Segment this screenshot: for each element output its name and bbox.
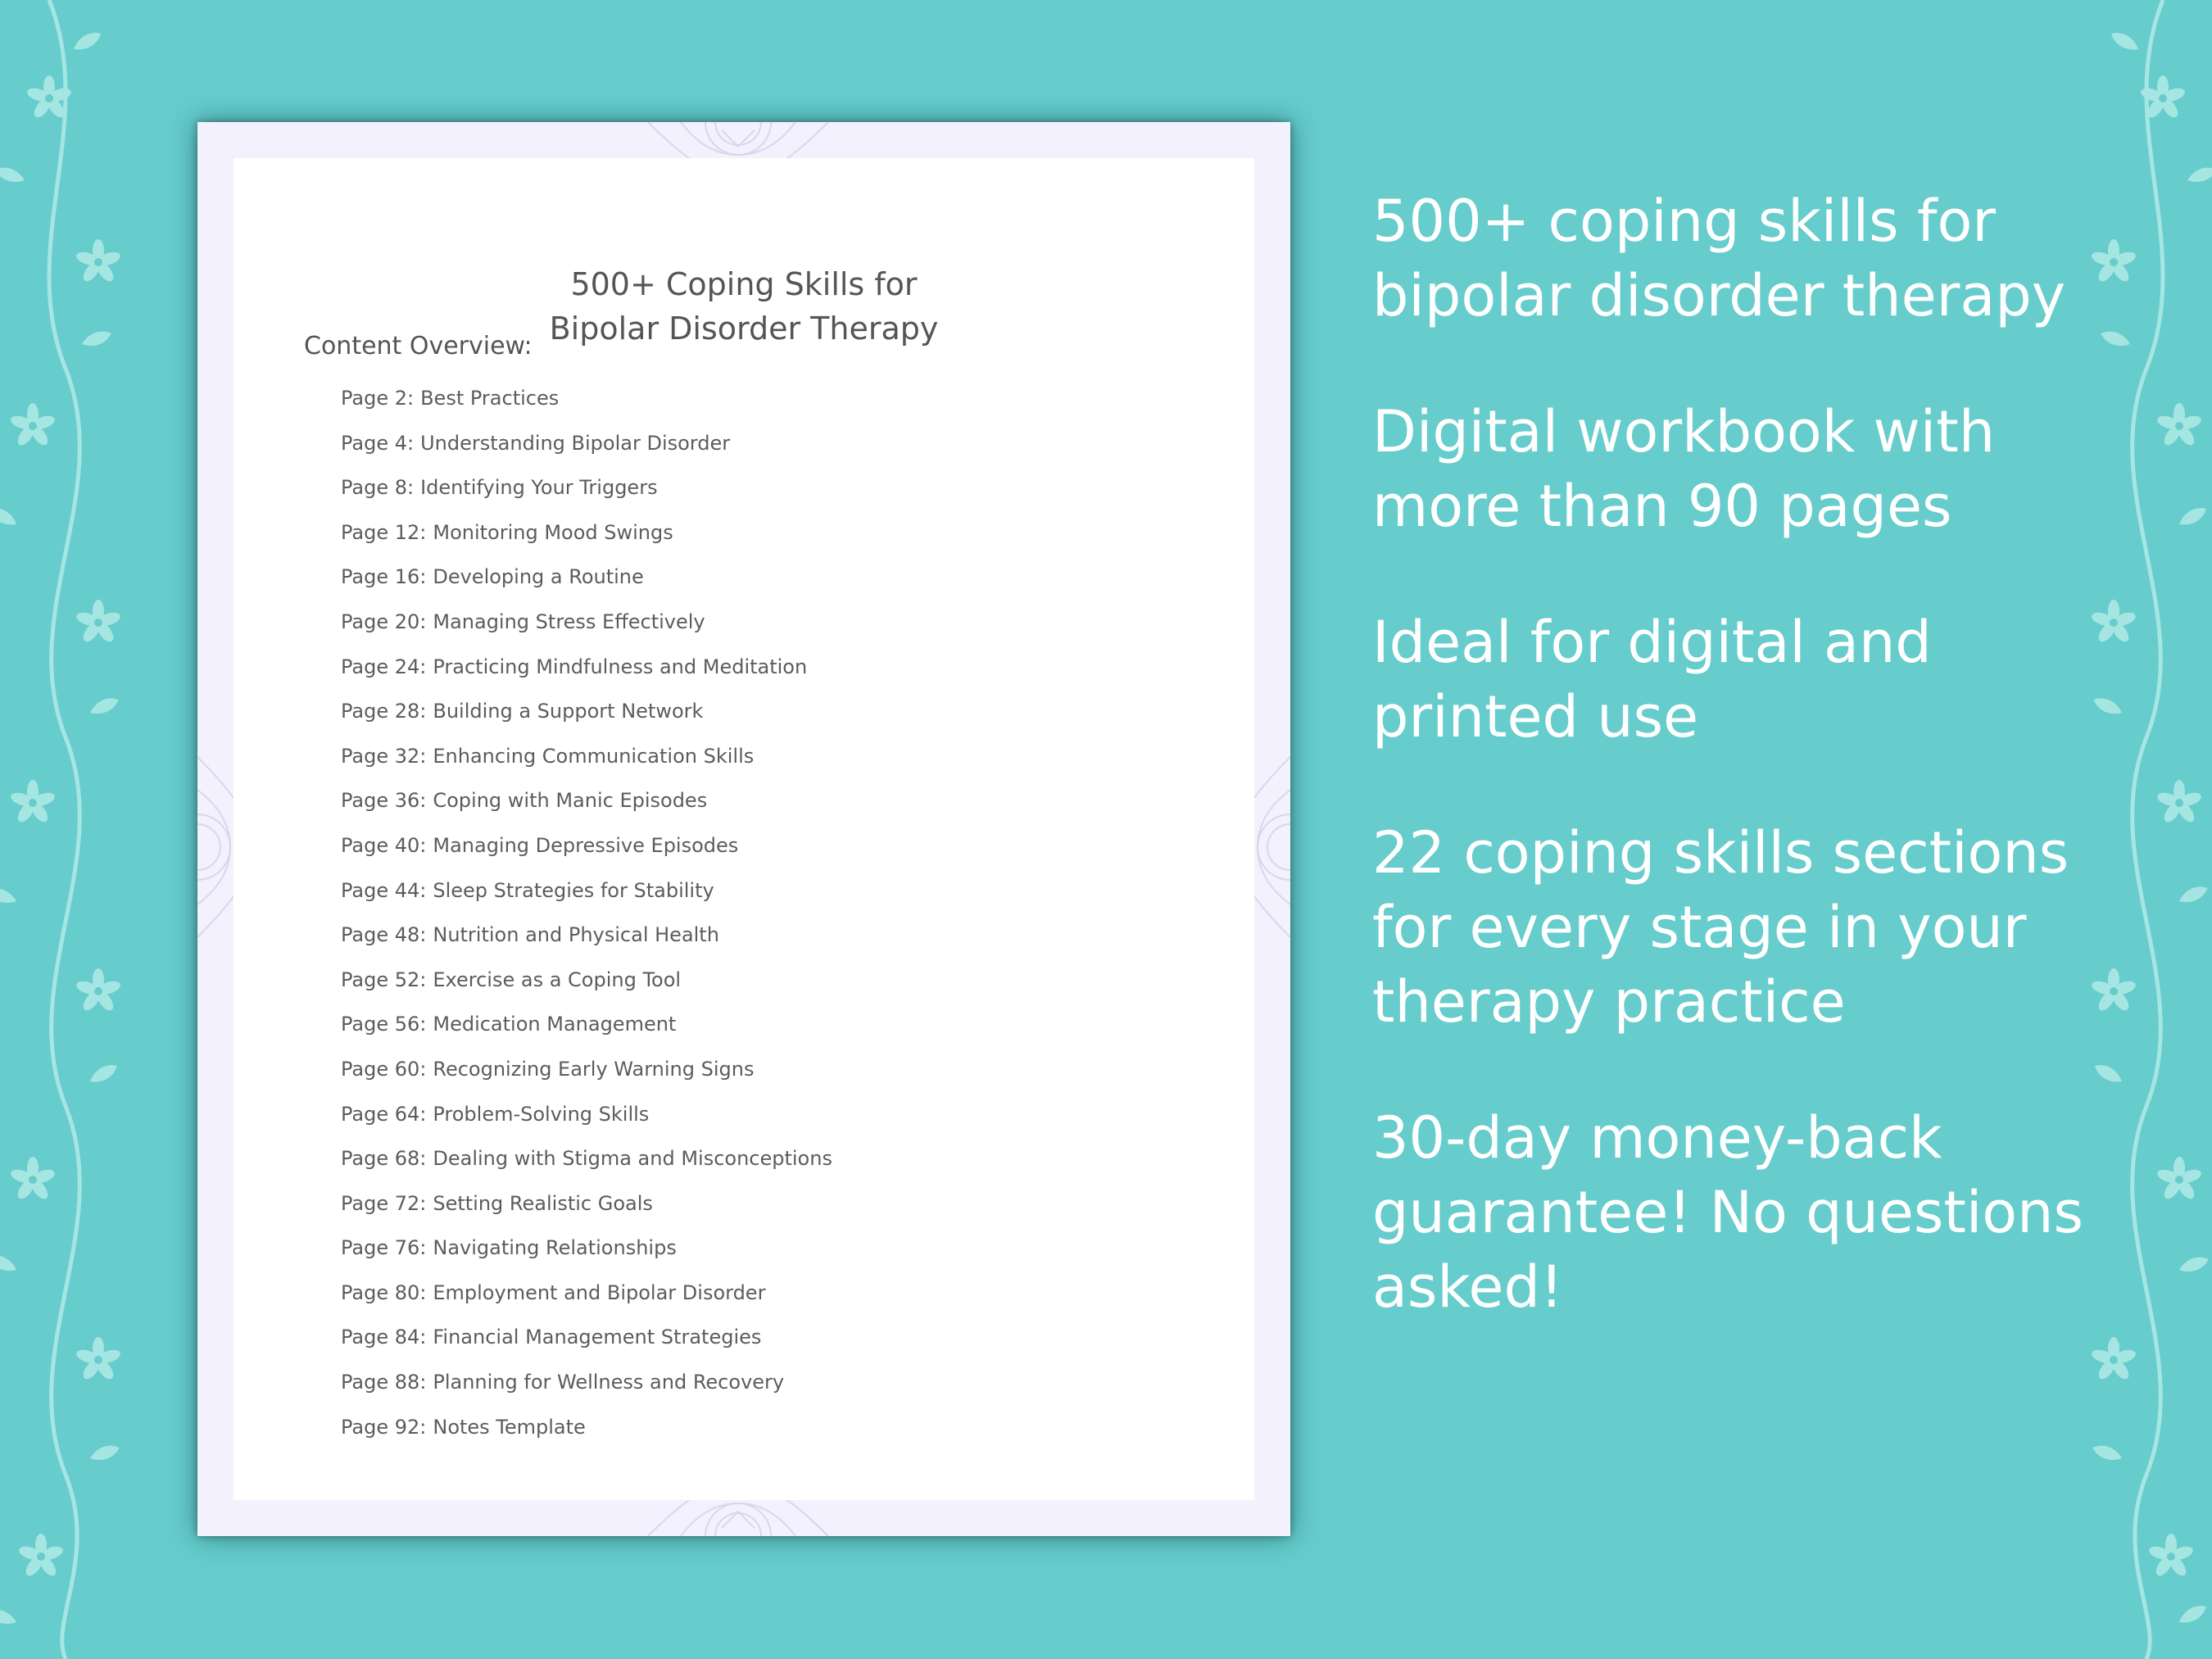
toc-item	[341, 922, 832, 967]
toc-item	[341, 1324, 832, 1369]
toc-page-number: Page 68:	[341, 1147, 427, 1171]
toc-section-title: Nutrition and Physical Health	[433, 923, 719, 947]
mandala-right-icon	[1254, 712, 1290, 982]
toc-item	[341, 877, 832, 922]
toc-page-number: Page 40:	[341, 833, 427, 857]
toc-item	[341, 743, 832, 788]
toc-section-title: Exercise as a Coping Tool	[433, 968, 682, 991]
toc-page-number: Page 8:	[341, 476, 415, 500]
toc-section-title: Enhancing Communication Skills	[433, 744, 755, 768]
toc-page-number: Page 36:	[341, 789, 427, 813]
table-of-contents	[341, 385, 832, 1458]
toc-item	[341, 1235, 832, 1280]
toc-page-number: Page 32:	[341, 744, 427, 768]
toc-item	[341, 1101, 832, 1146]
feature-text: Digital workbook with more than 90 pages	[1372, 398, 1996, 540]
toc-item	[341, 967, 832, 1012]
toc-page-number: Page 4:	[341, 431, 415, 455]
document-title-line-2: Bipolar Disorder Therapy	[549, 310, 939, 347]
toc-item	[341, 1056, 832, 1101]
toc-page-number: Page 80:	[341, 1281, 427, 1304]
toc-item	[341, 832, 832, 877]
content-overview-label: Content Overview:	[304, 332, 533, 360]
toc-item	[341, 474, 832, 519]
feature-text: 22 coping skills sections for every stage in your therapy practice	[1372, 819, 2069, 1036]
toc-section-title: Managing Depressive Episodes	[433, 833, 739, 857]
toc-section-title: Understanding Bipolar Disorder	[420, 431, 731, 455]
toc-section-title: Notes Template	[433, 1415, 586, 1439]
feature-text: Ideal for digital and printed use	[1372, 609, 1932, 750]
toc-section-title: Identifying Your Triggers	[420, 476, 658, 500]
toc-section-title: Sleep Strategies for Stability	[433, 878, 714, 902]
toc-section-title: Best Practices	[420, 387, 560, 410]
toc-section-title: Financial Management Strategies	[433, 1326, 762, 1349]
toc-page-number: Page 56:	[341, 1013, 427, 1036]
toc-section-title: Problem-Solving Skills	[433, 1102, 650, 1126]
toc-page-number: Page 28:	[341, 700, 427, 723]
mandala-bottom-icon	[582, 1500, 894, 1536]
toc-page-number: Page 48:	[341, 923, 427, 947]
toc-item	[341, 1369, 832, 1414]
feature-text: 500+ coping skills for bipolar disorder therapy	[1372, 188, 2066, 329]
toc-section-title: Monitoring Mood Swings	[433, 520, 673, 544]
document-page-content	[233, 158, 1254, 1500]
toc-section-title: Building a Support Network	[433, 700, 704, 723]
toc-page-number: Page 76:	[341, 1236, 427, 1260]
toc-section-title: Coping with Manic Episodes	[433, 789, 708, 813]
toc-section-title: Practicing Mindfulness and Meditation	[433, 655, 808, 678]
toc-page-number: Page 84:	[341, 1326, 427, 1349]
toc-section-title: Navigating Relationships	[433, 1236, 677, 1260]
toc-item	[341, 609, 832, 654]
toc-page-number: Page 12:	[341, 520, 427, 544]
feature-text: 30-day money-back guarantee! No questions asked!	[1372, 1104, 2083, 1321]
toc-section-title: Managing Stress Effectively	[433, 610, 705, 633]
toc-page-number: Page 88:	[341, 1371, 427, 1394]
toc-page-number: Page 72:	[341, 1191, 427, 1215]
toc-item	[341, 698, 832, 743]
toc-item	[341, 787, 832, 832]
toc-item	[341, 519, 832, 564]
toc-item	[341, 385, 832, 430]
toc-page-number: Page 44:	[341, 878, 427, 902]
toc-page-number: Page 52:	[341, 968, 427, 991]
feature-list	[1372, 184, 2093, 1386]
toc-item	[341, 654, 832, 699]
toc-section-title: Developing a Routine	[433, 565, 644, 589]
toc-item	[341, 1414, 832, 1459]
floral-vine-left-icon	[0, 0, 156, 1659]
toc-section-title: Planning for Wellness and Recovery	[433, 1371, 785, 1394]
document-page-preview	[197, 122, 1290, 1536]
toc-section-title: Medication Management	[433, 1013, 677, 1036]
toc-page-number: Page 24:	[341, 655, 427, 678]
toc-item	[341, 1145, 832, 1190]
toc-section-title: Recognizing Early Warning Signs	[433, 1057, 755, 1081]
toc-item	[341, 1190, 832, 1235]
toc-page-number: Page 92:	[341, 1415, 427, 1439]
toc-section-title: Setting Realistic Goals	[433, 1191, 653, 1215]
toc-item	[341, 1280, 832, 1325]
toc-item	[341, 564, 832, 609]
toc-section-title: Employment and Bipolar Disorder	[433, 1281, 766, 1304]
toc-item	[341, 430, 832, 475]
toc-page-number: Page 60:	[341, 1057, 427, 1081]
toc-page-number: Page 2:	[341, 387, 415, 410]
document-title-line-1: 500+ Coping Skills for	[570, 266, 918, 303]
mandala-top-icon	[582, 122, 894, 158]
toc-item	[341, 1011, 832, 1056]
toc-page-number: Page 20:	[341, 610, 427, 633]
toc-page-number: Page 16:	[341, 565, 427, 589]
toc-page-number: Page 64:	[341, 1102, 427, 1126]
mandala-left-icon	[197, 712, 233, 982]
toc-section-title: Dealing with Stigma and Misconceptions	[433, 1147, 832, 1171]
